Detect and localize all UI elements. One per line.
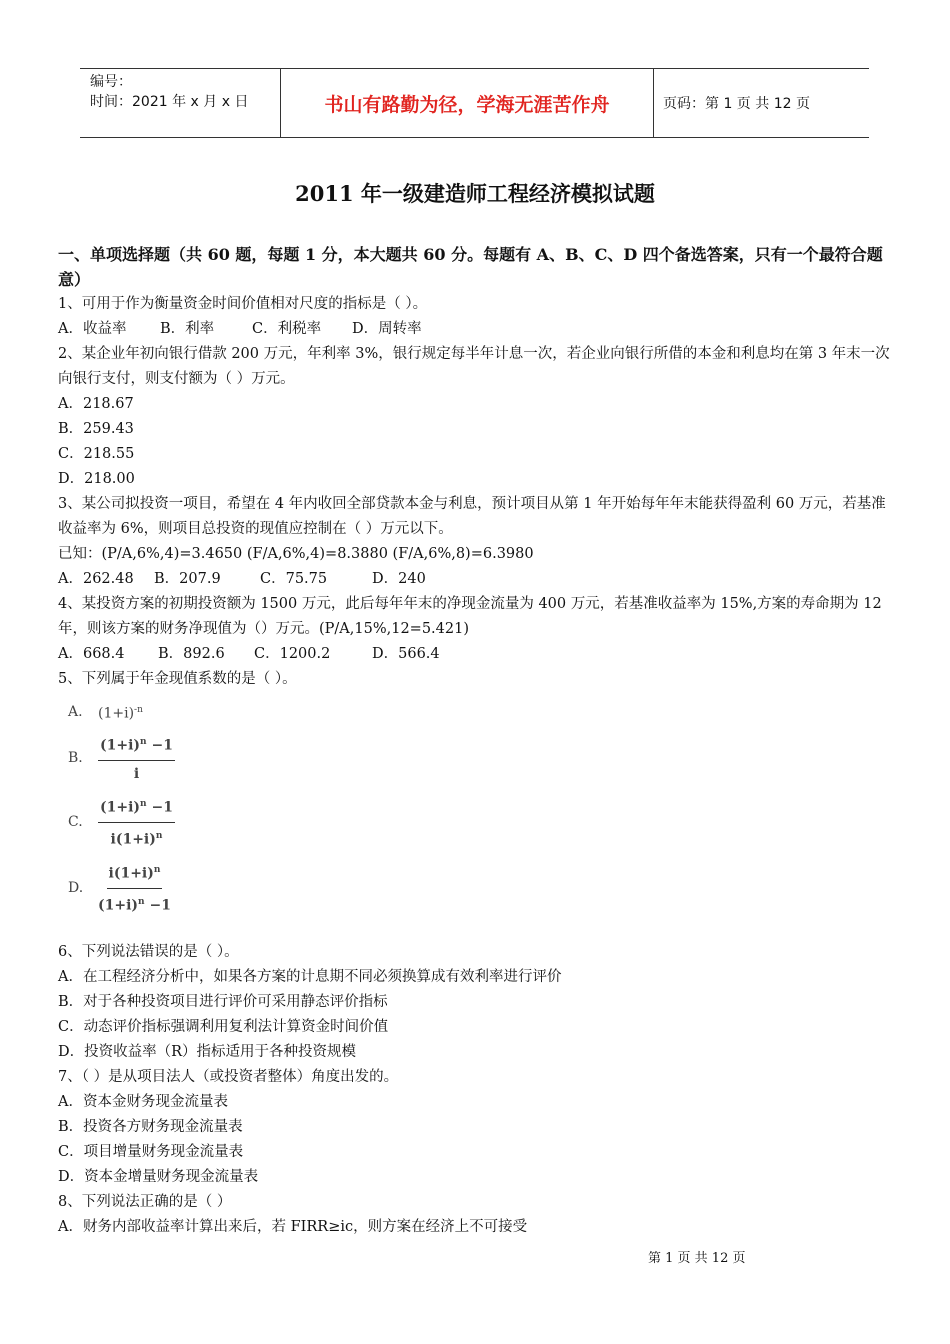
q4-option-b: B．892.6 [158, 646, 225, 662]
q5-option-b-fraction: $\frac{(1+i)^n -1}{i}$ [98, 730, 175, 787]
q8-option-a: A．财务内部收益率计算出来后，若 FIRR≥ic，则方案在经济上不可接受 [58, 1219, 528, 1235]
q6-option-c: C．动态评价指标强调利用复利法计算资金时间价值 [58, 1019, 389, 1035]
q7-option-b: B．投资各方财务现金流量表 [58, 1119, 243, 1135]
q1-option-a: A．收益率 [58, 321, 127, 337]
q2-option-c: C．218.55 [58, 446, 135, 462]
motto: 书山有路勤为径，学海无涯苦作舟 [324, 93, 610, 116]
q2-option-a: A．218.67 [58, 396, 134, 412]
q3-option-b: B．207.9 [154, 571, 221, 587]
document-body [58, 242, 892, 1240]
q7-stem: 7、（ ）是从项目法人（或投资者整体）角度出发的。 [58, 1069, 399, 1085]
q3-option-a: A．262.48 [58, 571, 134, 587]
q2-stem: 2、某企业年初向银行借款 200 万元，年利率 3%，银行规定每半年计息一次，若企业向银行所借的本金和利息均在第 3 年末一次向银行支付，则支付额为（ ）万元。 [58, 346, 890, 387]
q4-stem: 4、某投资方案的初期投资额为 1500 万元，此后每年年末的净现金流量为 400 万元，若基准收益率为 15%,方案的寿命期为 12 年，则该方案的财务净现值为（）万元。(P/A,15%,12=5.421) [58, 596, 882, 637]
q1-options [58, 317, 892, 342]
code-label: 编号： [90, 74, 132, 90]
q3-option-d: D．240 [372, 571, 426, 587]
q5-option-a: A. $(1+i)^{-n}$ [68, 703, 143, 722]
q4-options [58, 642, 892, 667]
q7-option-a: A．资本金财务现金流量表 [58, 1094, 228, 1110]
q3-option-c: C．75.75 [260, 571, 328, 587]
q3-options [58, 567, 892, 592]
q7-option-c: C．项目增量财务现金流量表 [58, 1144, 244, 1160]
q5-option-d: D. $\frac{i(1+i)^n}{(1+i)^n -1}$ [68, 858, 171, 918]
q3-stem: 3、某公司拟投资一项目，希望在 4 年内收回全部贷款本金与利息，预计项目从第 1 年开始每年年末能获得盈利 60 万元，若基准收益率为 6%，则项目总投资的现值应控制在（ ）万元以下。 [58, 496, 886, 537]
q1-option-d: D．周转率 [352, 321, 422, 337]
q1-option-c: C．利税率 [252, 321, 322, 337]
header-left-cell [80, 69, 280, 137]
section-heading: 一、单项选择题（共 60 题，每题 1 分，本大题共 60 分。每题有 A、B、C、D 四个备选答案，只有一个最符合题意） [58, 245, 883, 289]
q4-option-d: D．566.4 [372, 646, 440, 662]
q4-option-c: C．1200.2 [254, 646, 331, 662]
q5-option-c-fraction: $\frac{(1+i)^n -1}{i(1+i)^n}$ [98, 792, 175, 852]
q1-option-b: B．利率 [160, 321, 215, 337]
q5-formula-options [68, 692, 892, 940]
page-footer: 第 1 页 共 12 页 [648, 1251, 746, 1266]
date-label: 时间：2021 年 x 月 x 日 [90, 94, 249, 110]
q2-option-d: D．218.00 [58, 471, 135, 487]
page-info: 页码：第 1 页 共 12 页 [663, 96, 810, 112]
q2-option-b: B．259.43 [58, 421, 134, 437]
q5-stem: 5、下列属于年金现值系数的是（ ）。 [58, 671, 297, 687]
q6-option-b: B．对于各种投资项目进行评价可采用静态评价指标 [58, 994, 388, 1010]
header-table [80, 68, 869, 138]
q3-known: 已知：(P/A,6%,4)=3.4650 (F/A,6%,4)=8.3880 (F/A,6%,8)=6.3980 [58, 546, 534, 562]
q5-option-c: C. $\frac{(1+i)^n -1}{i(1+i)^n}$ [68, 792, 175, 852]
q6-option-a: A．在工程经济分析中，如果各方案的计息期不同必须换算成有效利率进行评价 [58, 969, 562, 985]
q4-option-a: A．668.4 [58, 646, 125, 662]
q5-option-b: B. $\frac{(1+i)^n -1}{i}$ [68, 730, 175, 787]
q6-stem: 6、下列说法错误的是（ ）。 [58, 944, 239, 960]
q1-stem: 1、可用于作为衡量资金时间价值相对尺度的指标是（ ）。 [58, 296, 428, 312]
document-title: 2011 年一级建造师工程经济模拟试题 [295, 181, 655, 206]
q6-option-d: D．投资收益率（R）指标适用于各种投资规模 [58, 1044, 357, 1060]
q8-stem: 8、下列说法正确的是（ ） [58, 1194, 232, 1210]
q7-option-d: D．资本金增量财务现金流量表 [58, 1169, 259, 1185]
q5-option-d-fraction: $\frac{i(1+i)^n}{(1+i)^n -1}$ [98, 858, 171, 918]
